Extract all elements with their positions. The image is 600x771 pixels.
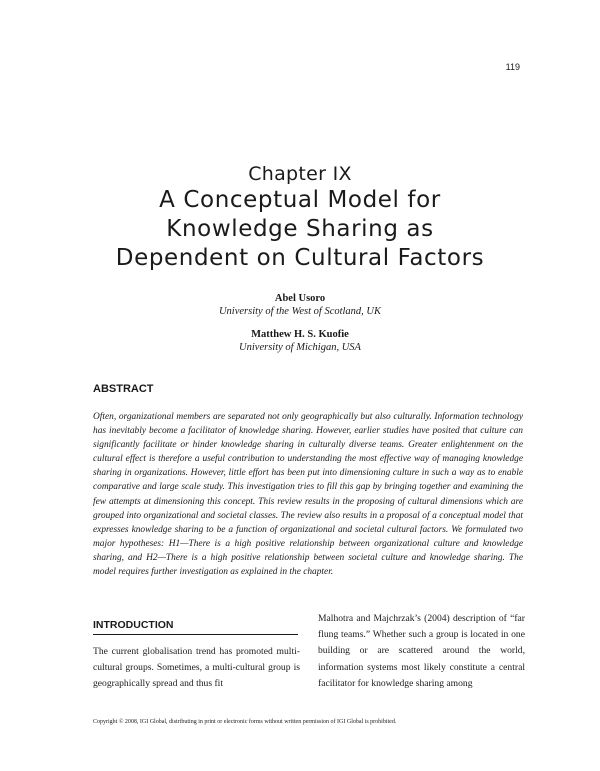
- introduction-right-column: Malhotra and Majchrzak’s (2004) description of “far flung teams.” Whether such a group is located in one building or are scattered around the world, information systems most likely constitute a central facilitator for knowledge sharing among: [318, 613, 525, 689]
- introduction-left-column: The current globalisation trend has promoted multi-cultural groups. Sometimes, a multi-cultural group is geographically spread and thus fit: [93, 646, 300, 690]
- chapter-title-line: A Conceptual Model for: [159, 187, 441, 213]
- chapter-label: Chapter IX: [248, 163, 352, 185]
- author-name: Matthew H. S. Kuofie: [251, 329, 349, 340]
- abstract-heading: ABSTRACT: [93, 383, 154, 395]
- copyright-notice: Copyright © 2008, IGI Global, distributing in print or electronic forms without written permission of IGI Global is prohibited.: [93, 719, 397, 725]
- chapter-title-line: Knowledge Sharing as: [166, 216, 434, 242]
- author-name: Abel Usoro: [274, 293, 326, 304]
- author-affiliation: University of the West of Scotland, UK: [218, 306, 382, 317]
- chapter-title-line: Dependent on Cultural Factors: [115, 245, 485, 271]
- abstract-body: Often, organizational members are separated not only geographically but also culturally. Information technology has inevitably become a facilitator of knowledge sharing. However, earlier studies have posited that culture can significantly facilitate or hinder knowledge sharing in culturally diverse teams. Greater enlightenment on the cultural effect is therefore a useful contribution to understanding the most effective way of managing knowledge sharing in organizations. However, little effort has been put into dimensioning culture in such a way as to enable comparative and large scale study. This investigation tries to fill this gap by bringing together and examining the few attempts at dimensioning this concept. This review results in the proposing of cultural dimensions which are grouped into organizational and societal classes. The review also results in a proposal of a conceptual model that expresses knowledge sharing to be a function of organizational and societal cultural factors. We formulated two major hypotheses: H1—There is a high positive relationship between organizational culture and knowledge sharing, and H2—There is a high positive relationship between societal culture and knowledge sharing. The model requires further investigation as explained in the chapter.: [93, 412, 523, 578]
- author-affiliation: University of Michigan, USA: [239, 342, 361, 353]
- page-number: 119: [505, 62, 520, 72]
- introduction-heading: INTRODUCTION: [93, 619, 298, 635]
- chapter-title: [80, 186, 520, 273]
